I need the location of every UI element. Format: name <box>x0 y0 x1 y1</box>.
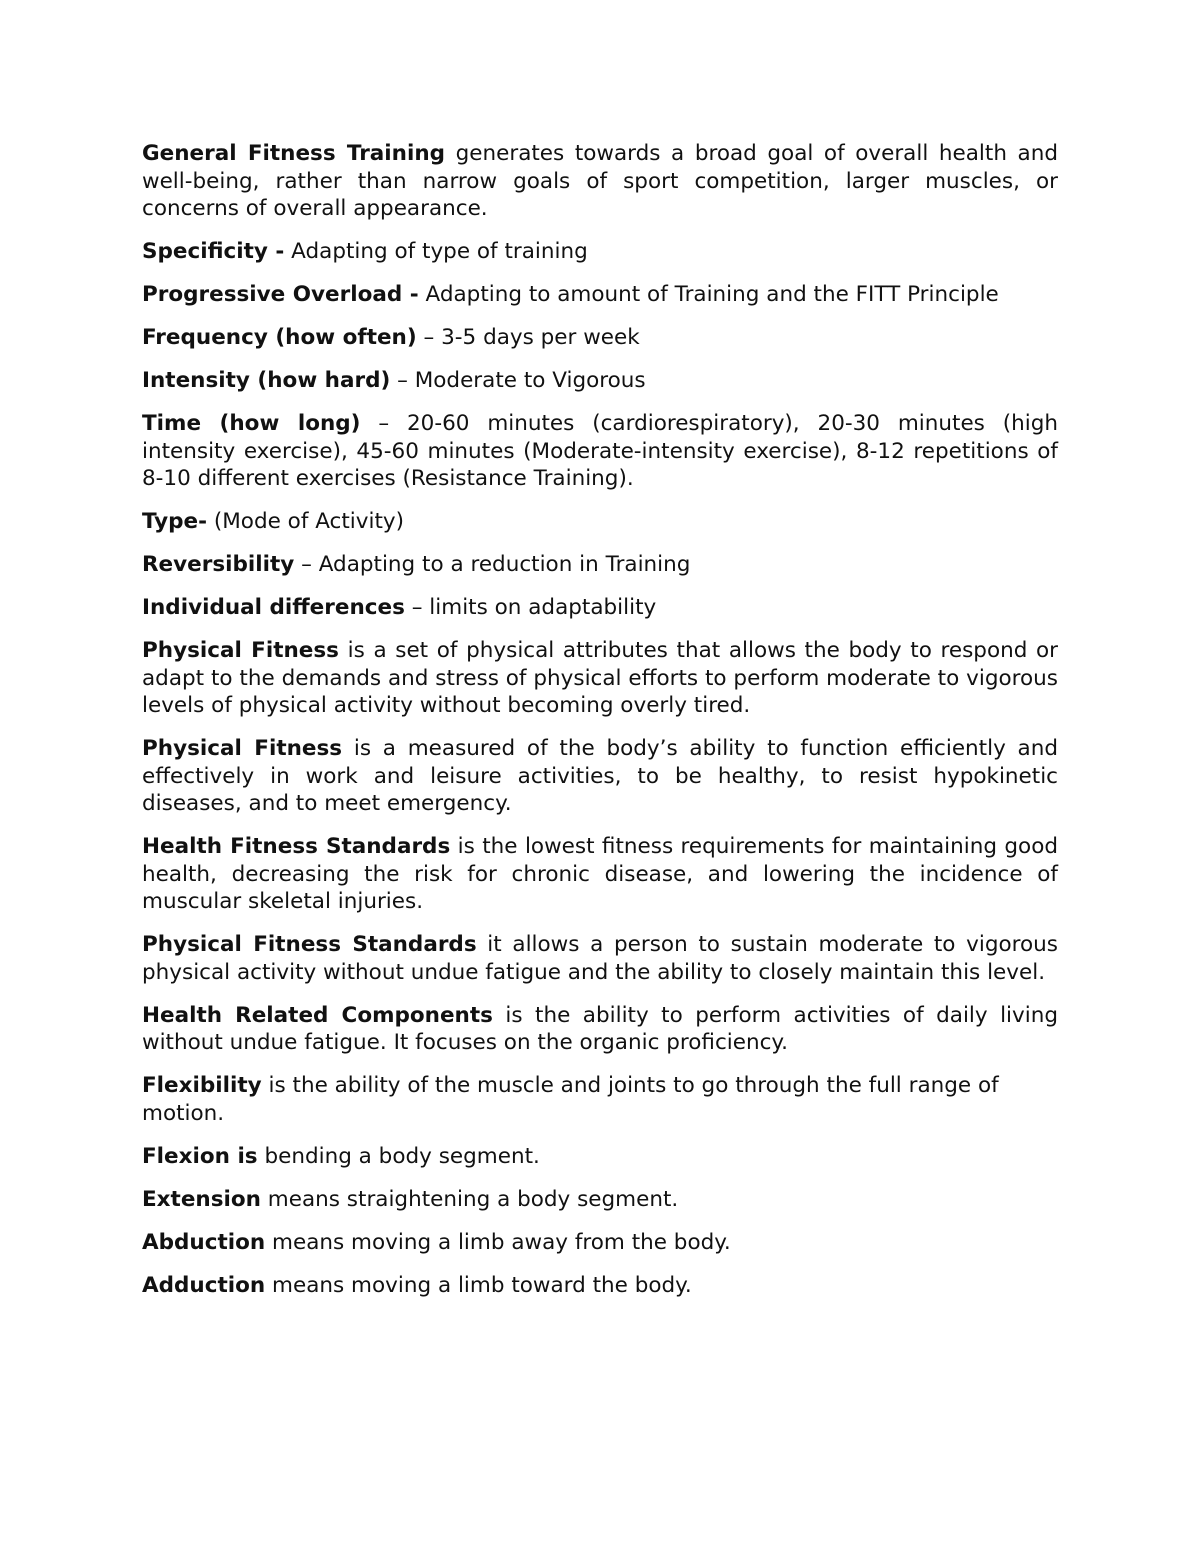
term: Specificity - <box>142 239 285 264</box>
paragraph-specificity <box>142 238 1058 266</box>
term: Time (how long) <box>142 411 361 436</box>
definition: is a set of physical attributes that allows the body to respond or adapt to the demands and stress of physical efforts to perform moderate to vigorous levels of physical activity without becoming overly tired. <box>142 638 1059 718</box>
definition: – 20-60 minutes (cardiorespiratory), 20-30 minutes (high intensity exercise), 45-60 minutes (Moderate-intensity exercise), 8-12 repetitions of 8-10 different exercises (Resistance Training). <box>142 411 1059 491</box>
paragraph-abduction <box>142 1229 1058 1257</box>
definition: Adapting to amount of Training and the FITT Principle <box>418 282 999 307</box>
paragraph-time <box>142 410 1058 493</box>
paragraph-reversibility <box>142 551 1058 579</box>
definition: – Adapting to a reduction in Training <box>294 552 691 577</box>
document-body <box>142 140 1058 1315</box>
definition: – limits on adaptability <box>404 595 657 620</box>
definition: generates towards a broad goal of overall health and well-being, rather than narrow goals of sport competition, larger muscles, or concerns of overall appearance. <box>142 141 1058 221</box>
term: Health Fitness Standards <box>142 834 451 859</box>
definition: bending a body segment. <box>257 1143 540 1169</box>
definition: (Mode of Activity) <box>207 509 405 534</box>
definition: means moving a limb toward the body. <box>265 1272 692 1298</box>
paragraph-progressive-overload <box>142 281 1058 309</box>
term: Type- <box>142 509 208 534</box>
definition: means moving a limb away from the body. <box>265 1229 731 1255</box>
term: Abduction <box>142 1229 266 1255</box>
term: Physical Fitness Standards <box>142 932 477 957</box>
definition: means straightening a body segment. <box>260 1186 679 1212</box>
paragraph-frequency <box>142 324 1058 352</box>
term: Progressive Overload - <box>142 282 419 307</box>
term: Flexibility <box>142 1073 262 1098</box>
paragraph-health-fitness-standards <box>142 833 1058 916</box>
term: Reversibility <box>142 552 295 577</box>
term: Physical Fitness <box>142 638 339 663</box>
definition: is the ability of the muscle and joints to go through the full range of motion. <box>142 1073 999 1126</box>
paragraph-health-related-components <box>142 1002 1058 1057</box>
term: Frequency (how often) <box>142 325 417 350</box>
paragraph-physical-fitness-standards <box>142 931 1058 986</box>
paragraph-flexion <box>142 1143 1058 1171</box>
definition: Adapting of type of training <box>284 239 588 264</box>
definition: is the ability to perform activities of daily living without undue fatigue. It focuses on the organic proficiency. <box>142 1002 1059 1055</box>
definition: – 3-5 days per week <box>416 325 640 350</box>
definition: is the lowest fitness requirements for maintaining good health, decreasing the risk for chronic disease, and lowering the incidence of muscular skeletal injuries. <box>142 834 1058 914</box>
term: Individual differences <box>142 595 405 620</box>
term: Extension <box>142 1186 261 1212</box>
definition: – Moderate to Vigorous <box>390 368 646 393</box>
definition: it allows a person to sustain moderate to vigorous physical activity without undue fatigue and the ability to closely maintain this level. <box>142 932 1058 985</box>
paragraph-type <box>142 508 1058 536</box>
paragraph-physical-fitness-measure <box>142 735 1058 818</box>
term: Physical Fitness <box>142 736 343 761</box>
term: Intensity (how hard) <box>142 368 391 393</box>
term: Health Related Components <box>142 1002 493 1028</box>
paragraph-extension <box>142 1186 1058 1214</box>
definition: is a measured of the body’s ability to function efficiently and effectively in work and leisure activities, to be healthy, to resist hypokinetic diseases, and to meet emergency. <box>142 736 1059 816</box>
term: Flexion is <box>142 1143 258 1169</box>
term: Adduction <box>142 1272 266 1298</box>
paragraph-physical-fitness-attributes <box>142 637 1058 720</box>
paragraph-individual-differences <box>142 594 1058 622</box>
paragraph-intensity <box>142 367 1058 395</box>
paragraph-flexibility <box>142 1072 1058 1127</box>
term: General Fitness Training <box>142 141 446 166</box>
paragraph-general-fitness-training <box>142 140 1058 223</box>
paragraph-adduction <box>142 1272 1058 1300</box>
